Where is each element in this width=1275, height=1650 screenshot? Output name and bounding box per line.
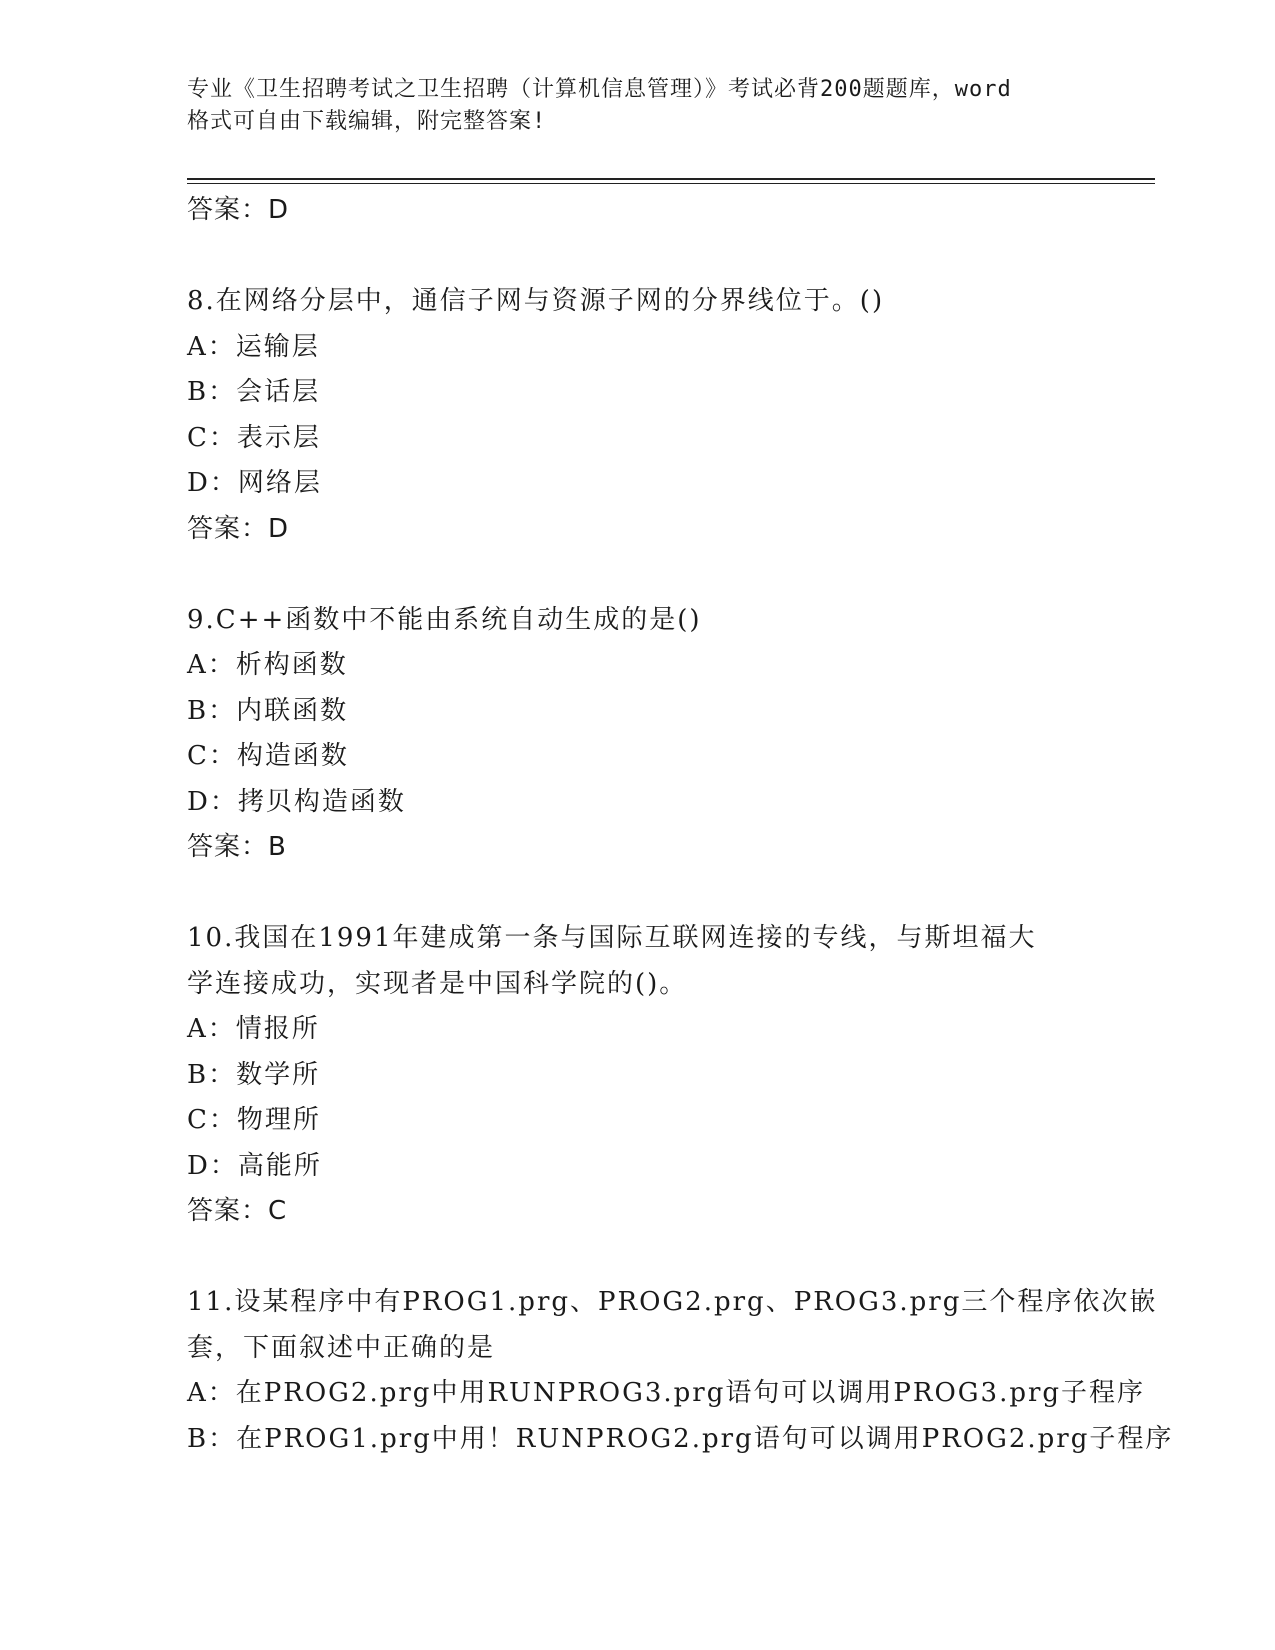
spacer xyxy=(187,234,1087,280)
option-q8-b: B：会话层 xyxy=(187,377,321,407)
option-q11-a: A：在PROG2.prg中用RUNPROG3.prg语句可以调用PROG3.prg子程序 xyxy=(187,1378,1146,1408)
spacer xyxy=(187,871,1087,917)
option-q10-a: A：情报所 xyxy=(187,1014,320,1044)
option-q9-b: B：内联函数 xyxy=(187,695,349,726)
option-q9-c: C：构造函数 xyxy=(187,741,349,771)
answer-q7: 答案：D xyxy=(187,195,290,225)
option-q8-c: C：表示层 xyxy=(187,422,321,453)
header-rule-thick xyxy=(187,178,1155,180)
header-line-1: 专业《卫生招聘考试之卫生招聘（计算机信息管理）》考试必背200题题库，word xyxy=(187,77,1012,102)
document-header xyxy=(187,74,1087,138)
question-11-line-2: 套，下面叙述中正确的是 xyxy=(187,1332,496,1363)
option-q9-a: A：析构函数 xyxy=(187,650,348,680)
option-q8-d: D：网络层 xyxy=(187,468,322,498)
answer-q10: 答案：C xyxy=(187,1196,288,1226)
question-list xyxy=(187,188,1174,1462)
option-q10-b: B：数学所 xyxy=(187,1059,321,1090)
question-8: 8.在网络分层中，通信子网与资源子网的分界线位于。() xyxy=(187,286,885,316)
question-10-line-1: 10.我国在1991年建成第一条与国际互联网连接的专线，与斯坦福大 xyxy=(187,923,1037,953)
header-rule-thin xyxy=(187,183,1155,184)
question-9: 9.C++函数中不能由系统自动生成的是() xyxy=(187,604,702,635)
option-q8-a: A：运输层 xyxy=(187,331,320,362)
answer-q8: 答案：D xyxy=(187,513,290,544)
option-q9-d: D：拷贝构造函数 xyxy=(187,786,406,817)
option-q10-d: D：高能所 xyxy=(187,1150,322,1181)
answer-q9: 答案：B xyxy=(187,832,287,862)
spacer xyxy=(187,1235,1087,1281)
question-11-line-1: 11.设某程序中有PROG1.prg、PROG2.prg、PROG3.prg三个程序依次嵌 xyxy=(187,1287,1158,1317)
option-q10-c: C：物理所 xyxy=(187,1105,321,1135)
spacer xyxy=(187,552,1087,598)
option-q11-b: B：在PROG1.prg中用！RUNPROG2.prg语句可以调用PROG2.prg子程序 xyxy=(187,1423,1174,1454)
question-10-line-2: 学连接成功，实现者是中国科学院的()。 xyxy=(187,968,688,999)
header-line-2: 格式可自由下载编辑，附完整答案! xyxy=(187,109,547,134)
